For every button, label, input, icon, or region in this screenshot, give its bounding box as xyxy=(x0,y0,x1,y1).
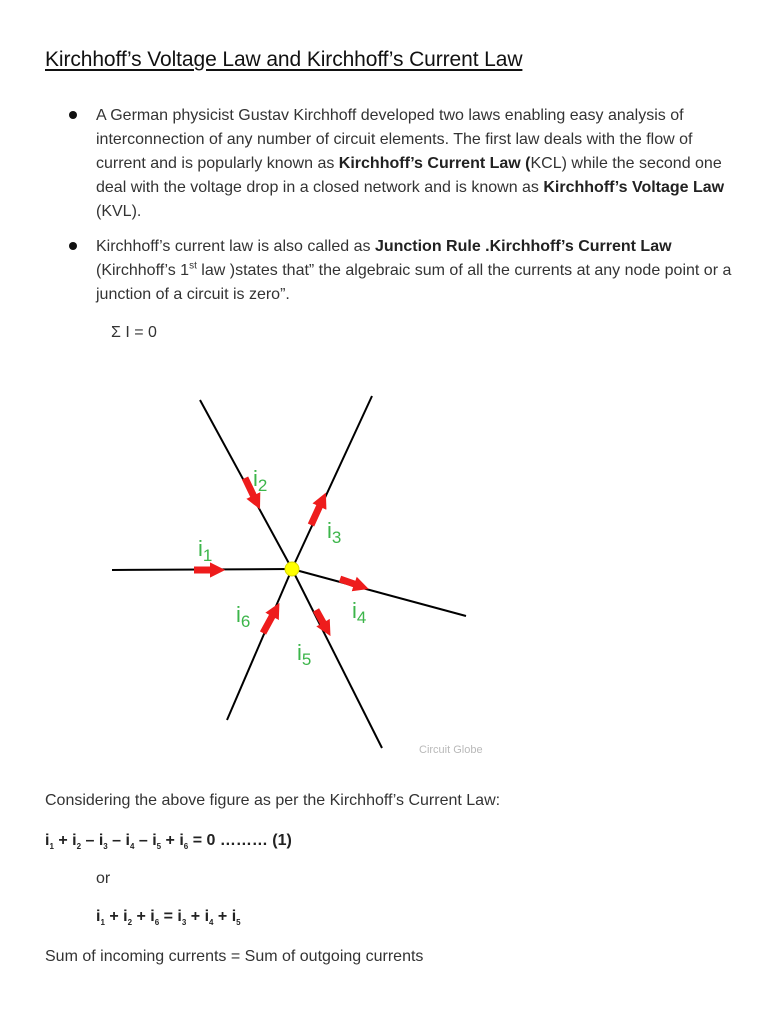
bullet-bold-text: Junction Rule .Kirchhoff’s Current Law xyxy=(374,238,672,255)
equation-1: $i_1 + i_2 - i_3 - i_4 - i_5 + i_6 = 0$ ……… (1) xyxy=(45,832,292,852)
or-text: or xyxy=(96,870,111,887)
bullet-text: (Kirchhoff’s 1 xyxy=(96,262,190,279)
sum-statement: Sum of incoming currents = Sum of outgoing currents xyxy=(45,948,424,965)
bullet-text: A German physicist Gustav Kirchhoff developed two laws enabling easy analysis of interconnection of any number of circuit elements. The first law deals with the flow of current and is popularly known as xyxy=(96,107,693,172)
bullet-dot xyxy=(69,242,77,250)
label-i1: $i_1$ xyxy=(198,536,213,565)
considering-text: Considering the above figure as per the Kirchhoff’s Current Law: xyxy=(45,792,501,809)
arrow-i6 xyxy=(263,611,275,633)
label-i2: $i_2$ xyxy=(253,466,268,495)
bullet-bold-text: Kirchhoff’s Voltage Law xyxy=(543,179,725,196)
kcl-junction-diagram xyxy=(100,390,500,770)
label-i6: $i_6$ xyxy=(236,602,251,631)
bullet-bold-text: Kirchhoff’s Current Law ( xyxy=(338,155,531,172)
bullet-dot xyxy=(69,111,77,119)
arrow-i4 xyxy=(340,579,360,586)
arrow-i3 xyxy=(311,501,322,525)
kcl-formula: Σ I = 0 xyxy=(111,324,157,341)
bullet-text: KCL) while the second one deal with the voltage drop in a closed network and is known as xyxy=(96,155,722,196)
label-i4: $i_4$ xyxy=(352,598,367,627)
junction-node xyxy=(285,562,299,576)
bullet-kcl-kvl-intro xyxy=(96,104,736,224)
superscript: st xyxy=(189,260,197,272)
arrow-i5 xyxy=(316,610,326,628)
label-i3: $i_3$ xyxy=(327,518,342,547)
bullet-text: law )states that” the algebraic sum of all the currents at any node point or a junction of a circuit is zero”. xyxy=(96,262,732,303)
bullet-text: Kirchhoff’s current law is also called as xyxy=(96,238,375,255)
bullet-junction-rule xyxy=(96,235,736,307)
label-i5: $i_5$ xyxy=(297,640,312,669)
watermark: Circuit Globe xyxy=(419,744,483,756)
bullet-text: (KVL). xyxy=(96,203,142,220)
wire-6 xyxy=(227,569,292,720)
page-title: Kirchhoff’s Voltage Law and Kirchhoff’s Current Law xyxy=(45,48,523,71)
equation-2: $i_1 + i_2 + i_6 = i_3 + i_4 + i_5$ xyxy=(96,908,241,928)
